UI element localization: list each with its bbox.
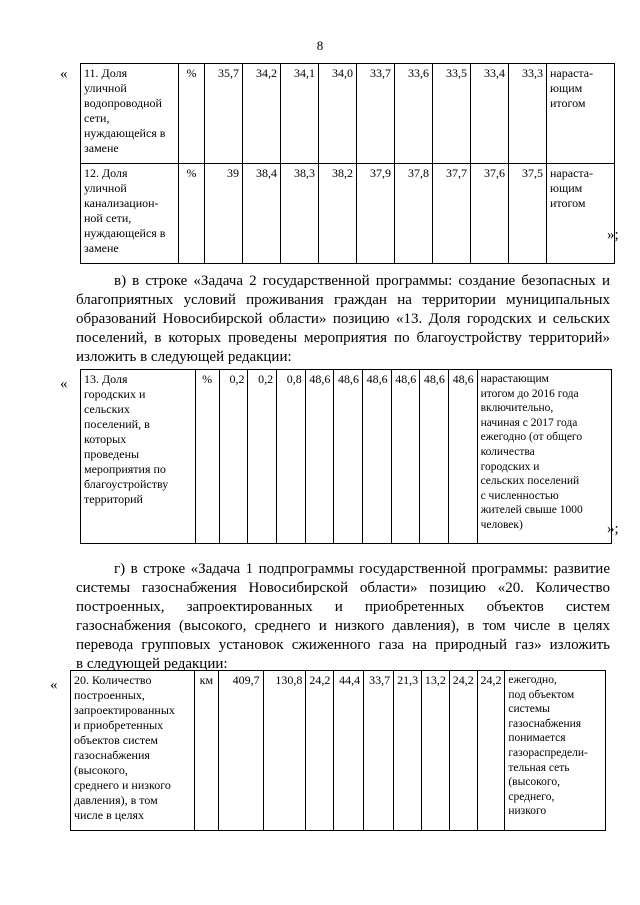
indicator-label-line: мероприятия по bbox=[84, 462, 166, 476]
indicator-label-line: канализацион- bbox=[84, 196, 159, 210]
value-cell bbox=[433, 164, 471, 264]
note-line: газораспредели- bbox=[508, 746, 588, 759]
indicator-label-line: замене bbox=[84, 141, 119, 155]
table-water-sewer bbox=[80, 63, 615, 264]
cell-text: 48,6 bbox=[423, 372, 445, 386]
note-cell bbox=[505, 671, 606, 831]
paragraph-line: в) в строке «Задача 2 государственной программы: создание безопасных и bbox=[114, 273, 610, 289]
cell-text: 33,6 bbox=[408, 66, 429, 80]
open-quote: « bbox=[60, 66, 68, 82]
note-cell bbox=[547, 64, 615, 164]
indicator-label-line: нуждающейся в bbox=[84, 226, 166, 240]
indicator-label-line: 11. Доля bbox=[84, 66, 128, 80]
indicator-label-line: проведены bbox=[84, 447, 140, 461]
cell-text: 33,7 bbox=[370, 66, 391, 80]
note-line: нараста- bbox=[550, 166, 594, 180]
cell-text: 0,2 bbox=[229, 372, 245, 386]
indicator-label-line: уличной bbox=[84, 81, 127, 95]
value-cell bbox=[509, 164, 547, 264]
value-cell bbox=[334, 671, 364, 831]
cell-text: 130,8 bbox=[275, 673, 303, 687]
indicator-label-line: территорий bbox=[84, 492, 143, 506]
table-row bbox=[81, 64, 615, 164]
value-cell bbox=[395, 164, 433, 264]
note-line: человек) bbox=[480, 518, 523, 531]
cell-text: 48,6 bbox=[395, 372, 417, 386]
paragraph-line: изложить в следующей редакции: bbox=[76, 349, 292, 365]
indicator-label-line: которых bbox=[84, 432, 127, 446]
cell-text: % bbox=[202, 372, 213, 386]
value-cell bbox=[219, 370, 248, 544]
paragraph-line: в следующей редакции: bbox=[76, 656, 228, 672]
indicator-label-line: давления), в том bbox=[74, 793, 158, 807]
unit-cell bbox=[179, 64, 205, 164]
close-quote: »; bbox=[607, 521, 619, 537]
value-cell bbox=[421, 671, 449, 831]
cell-text: 0,2 bbox=[258, 372, 274, 386]
cell-text: 24,2 bbox=[309, 673, 331, 687]
value-cell bbox=[243, 164, 281, 264]
cell-text: 33,7 bbox=[369, 673, 391, 687]
indicator-label-line: нуждающейся в bbox=[84, 126, 166, 140]
note-line: включительно, bbox=[480, 402, 554, 415]
table-row bbox=[71, 671, 606, 831]
note-line: среднего, bbox=[508, 790, 555, 803]
cell-text: 48,6 bbox=[338, 372, 359, 386]
value-cell bbox=[334, 370, 363, 544]
open-quote: « bbox=[50, 677, 58, 693]
close-quote: »; bbox=[607, 227, 619, 243]
indicator-label-line: газоснабжения bbox=[74, 748, 150, 762]
note-line: ющим bbox=[550, 81, 583, 95]
paragraph-line: перевода групповых установок сжиженного газа на природный газ» изложить bbox=[76, 637, 610, 653]
indicator-label-line: уличной bbox=[84, 181, 127, 195]
cell-text: % bbox=[186, 166, 197, 180]
cell-text: 37,6 bbox=[484, 166, 505, 180]
value-cell bbox=[281, 164, 319, 264]
paragraph-line: системы газоснабжения Новосибирской области» позицию «20. Количество bbox=[76, 580, 610, 596]
value-cell bbox=[420, 370, 449, 544]
indicator-label-line: сельских bbox=[84, 402, 130, 416]
value-cell bbox=[471, 164, 509, 264]
cell-text: 37,8 bbox=[408, 166, 429, 180]
value-cell bbox=[448, 370, 477, 544]
unit-cell bbox=[195, 671, 219, 831]
cell-text: 38,4 bbox=[256, 166, 277, 180]
note-line: итогом до 2016 года bbox=[480, 387, 579, 400]
open-quote: « bbox=[60, 376, 68, 392]
note-line: ежегодно (от общего bbox=[480, 431, 583, 444]
note-line: итогом bbox=[550, 96, 586, 110]
value-cell bbox=[263, 671, 306, 831]
value-cell bbox=[319, 64, 357, 164]
value-cell bbox=[306, 671, 334, 831]
value-cell bbox=[395, 64, 433, 164]
cell-text: 33,5 bbox=[446, 66, 467, 80]
page-number: 8 bbox=[316, 38, 324, 53]
note-line: понимается bbox=[508, 732, 566, 745]
cell-text: 39 bbox=[227, 166, 239, 180]
paragraph-amendment-v bbox=[76, 272, 610, 367]
value-cell bbox=[248, 370, 277, 544]
cell-text: 13,2 bbox=[424, 673, 446, 687]
note-line: городских и bbox=[480, 460, 540, 473]
value-cell bbox=[391, 370, 420, 544]
value-cell bbox=[319, 164, 357, 264]
note-line: газоснабжения bbox=[508, 717, 582, 730]
note-line: нараста- bbox=[550, 66, 594, 80]
cell-text: 34,1 bbox=[294, 66, 315, 80]
value-cell bbox=[205, 164, 243, 264]
table-row bbox=[81, 370, 612, 544]
indicator-label-line: благоустройству bbox=[84, 477, 169, 491]
indicator-label-line: (высокого, bbox=[74, 763, 128, 777]
value-cell bbox=[509, 64, 547, 164]
indicator-label-line: построенных, bbox=[74, 688, 145, 702]
table-landscaping bbox=[80, 369, 612, 544]
indicator-label-line: среднего и низкого bbox=[74, 778, 171, 792]
indicator-cell bbox=[81, 370, 196, 544]
note-line: с численностью bbox=[480, 489, 559, 502]
note-line: системы bbox=[508, 703, 550, 716]
indicator-cell bbox=[81, 164, 179, 264]
value-cell bbox=[218, 671, 263, 831]
note-line: количества bbox=[480, 445, 535, 458]
note-line: тельная сеть bbox=[508, 761, 570, 774]
cell-text: % bbox=[186, 66, 197, 80]
value-cell bbox=[277, 370, 306, 544]
cell-text: 48,6 bbox=[366, 372, 388, 386]
note-cell bbox=[477, 370, 611, 544]
cell-text: 33,4 bbox=[484, 66, 505, 80]
unit-cell bbox=[195, 370, 219, 544]
cell-text: 38,2 bbox=[332, 166, 353, 180]
indicator-label-line: 12. Доля bbox=[84, 166, 128, 180]
indicator-label-line: числе в целях bbox=[74, 808, 145, 822]
indicator-label-line: запроектированных bbox=[74, 703, 175, 717]
note-line: ежегодно, bbox=[508, 674, 557, 686]
indicator-label-line: городских и bbox=[84, 387, 146, 401]
paragraph-line: г) в строке «Задача 1 подпрограммы государственной программы: развитие bbox=[114, 561, 610, 577]
cell-text: 37,5 bbox=[522, 166, 543, 180]
cell-text: 33,3 bbox=[522, 66, 543, 80]
cell-text: км bbox=[199, 673, 214, 687]
indicator-label-line: объектов систем bbox=[74, 733, 158, 747]
value-cell bbox=[357, 164, 395, 264]
indicator-cell bbox=[81, 64, 179, 164]
value-cell bbox=[394, 671, 422, 831]
note-line: низкого bbox=[508, 805, 547, 818]
note-line: жителей свыше 1000 bbox=[480, 504, 583, 517]
note-line: нарастающим bbox=[480, 373, 549, 385]
indicator-label-line: ной сети, bbox=[84, 211, 132, 225]
cell-text: 21,3 bbox=[397, 673, 419, 687]
paragraph-amendment-g bbox=[76, 560, 610, 674]
paragraph-line: газоснабжения (высокого, среднего и низкого давления), в том числе в целях bbox=[76, 618, 610, 634]
value-cell bbox=[305, 370, 334, 544]
value-cell bbox=[243, 64, 281, 164]
note-line: (высокого, bbox=[508, 776, 560, 789]
cell-text: 48,6 bbox=[452, 372, 474, 386]
cell-text: 24,2 bbox=[480, 673, 502, 687]
note-cell bbox=[547, 164, 615, 264]
unit-cell bbox=[179, 164, 205, 264]
indicator-cell bbox=[71, 671, 195, 831]
indicator-label-line: водопроводной bbox=[84, 96, 162, 110]
paragraph-line: благоприятных условий проживания граждан на территории муниципальных bbox=[76, 292, 610, 308]
value-cell bbox=[449, 671, 477, 831]
cell-text: 37,9 bbox=[370, 166, 391, 180]
value-cell bbox=[364, 671, 394, 831]
cell-text: 35,7 bbox=[218, 66, 239, 80]
cell-text: 24,2 bbox=[452, 673, 474, 687]
indicator-label-line: замене bbox=[84, 241, 119, 255]
value-cell bbox=[471, 64, 509, 164]
cell-text: 38,3 bbox=[294, 166, 315, 180]
indicator-label-line: 13. Доля bbox=[84, 372, 128, 386]
note-line: начиная с 2017 года bbox=[480, 416, 578, 429]
value-cell bbox=[357, 64, 395, 164]
value-cell bbox=[363, 370, 392, 544]
cell-text: 34,2 bbox=[256, 66, 277, 80]
value-cell bbox=[477, 671, 505, 831]
table-row bbox=[81, 164, 615, 264]
cell-text: 0,8 bbox=[286, 372, 302, 386]
paragraph-line: образований Новосибирской области» позицию «13. Доля городских и сельских bbox=[76, 311, 610, 327]
value-cell bbox=[281, 64, 319, 164]
value-cell bbox=[433, 64, 471, 164]
indicator-label-line: и приобретенных bbox=[74, 718, 164, 732]
note-line: сельских поселений bbox=[480, 475, 580, 488]
cell-text: 37,7 bbox=[446, 166, 467, 180]
cell-text: 34,0 bbox=[332, 66, 353, 80]
cell-text: 48,6 bbox=[309, 372, 331, 386]
cell-text: 409,7 bbox=[232, 673, 260, 687]
note-line: ющим bbox=[550, 181, 583, 195]
indicator-label-line: сети, bbox=[84, 111, 110, 125]
cell-text: 44,4 bbox=[339, 673, 361, 687]
note-line: итогом bbox=[550, 196, 586, 210]
indicator-label-line: 20. Количество bbox=[74, 673, 152, 687]
value-cell bbox=[205, 64, 243, 164]
table-gas-supply bbox=[70, 670, 606, 831]
indicator-label-line: поселений, в bbox=[84, 417, 150, 431]
paragraph-line: поселений, в которых проведены мероприятия по благоустройству территорий» bbox=[76, 330, 610, 346]
paragraph-line: построенных, запроектированных и приобретенных объектов систем bbox=[76, 599, 610, 615]
note-line: под объектом bbox=[508, 688, 575, 701]
